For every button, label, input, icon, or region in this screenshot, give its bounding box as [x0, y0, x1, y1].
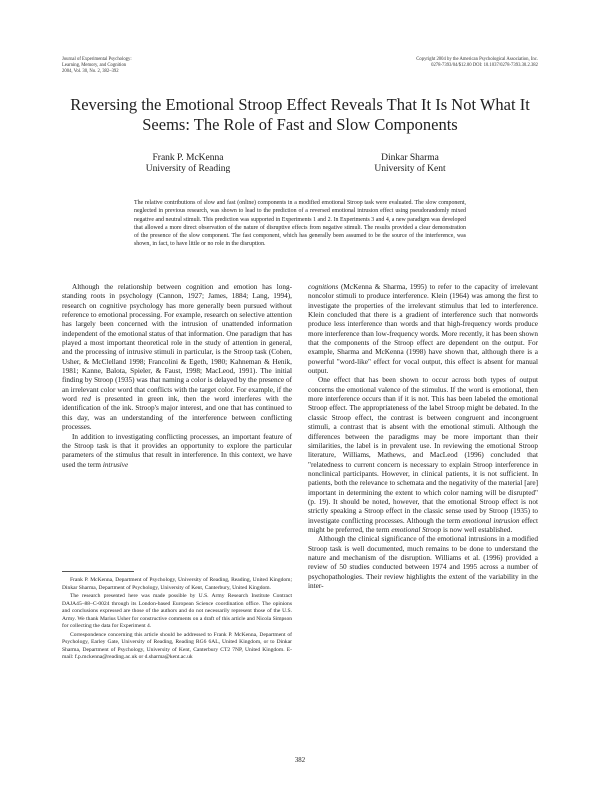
journal-name: Journal of Experimental Psychology: — [62, 57, 132, 62]
paragraph-text: (McKenna & Sharma, 1995) to refer to the capacity of irrelevant noncolor stimuli to produce interference. Klein (1964) was among the first to investigate the properties of the irrelevant stimulus that led to interference. Klein concluded that there is a gradient of interference such that nonwords produce less interference than words and that high-frequency words produce more interference than low-frequency words. More recently, it has been shown that the components of the Stroop effect are dependent on the output. For example, Sharma and McKenna (1998) have shown that, although there is a powerful "word-like" effect for vocal output, this effect is absent for manual output. — [308, 283, 538, 376]
journal-volume: 2004, Vol. 30, No. 2, 382–392 — [62, 69, 119, 74]
footnote-divider — [62, 571, 134, 572]
author-affiliation: University of Kent — [374, 164, 446, 174]
author-affiliation: University of Reading — [145, 164, 231, 174]
body-paragraph — [308, 376, 538, 535]
paragraph-text: Although the clinical significance of the emotional intrusions in a modified Stroop task is well documented, much remains to be done to understand the nature and mechanism of the disruption. Williams et al. (1996) provided a review of 50 studies conducted between 1974 and 1995 across a number of psychopathologies. Their review highlights the extent of the variability in the inter- — [308, 535, 538, 590]
journal-citation — [62, 57, 132, 75]
paragraph-text: Although the relationship between cognition and emotion has long-standing roots in psychology (Cannon, 1927; James, 1884; Lang, 1994), research on cognitive psychology has more generally been pursued without reference to emotional processing. For example, research on selective attention has largely been concerned with the intrusion of unattended information independent of the emotional status of that information. One paradigm that has played a most important theoretical role in the study of attention in general, and the processing of intrusive stimuli in particular, is the Stroop task (Cohen, Usher, & McClelland 1998; Francolini & Egeth, 1980; Kahneman & Henik, 1981; Kanne, Balota, Spieler, & Faust, 1998; MacLeod, 1991). The initial finding by Stroop (1935) was that naming a color is delayed by the presence of an irrelevant color word that conflicts with the target color. For example, if the word — [62, 283, 292, 404]
body-paragraph — [62, 433, 292, 470]
paragraph-text: In addition to investigating conflicting processes, an important feature of the Stroop task is that it provides an opportunity to explore the particular parameters of the stimulus that result in interference. In this context, we have used the term — [62, 432, 292, 469]
author-name: Dinkar Sharma — [381, 153, 439, 163]
abstract: The relative contributions of slow and fast (online) components in a modified emotional Stroop task were evaluated. The slow component, neglected in previous research, was shown to lead to the prediction of a reversed emotional intrusion effect using pseudorandomly mixed negative and neutral stimuli. This prediction was supported in Experiments 1 and 2. In Experiments 3 and 4, a new paradigm was developed that allowed a more direct observation of the nature of disruptive effects from negative stimuli. The results provided a clear demonstration of the presence of the slow component. The fast component, which has generally been assumed to be the source of the interference, was shown, in fact, to have little or no role in the disruption. — [134, 200, 466, 248]
emphasis-text: red — [81, 395, 91, 404]
journal-subtitle: Learning, Memory, and Cognition — [62, 63, 127, 68]
author-name: Frank P. McKenna — [152, 153, 224, 163]
page-number: 382 — [294, 757, 306, 764]
paragraph-text: effect might be preferred, the term — [308, 516, 538, 534]
paragraph-text: is presented in green ink, then the word interferes with the identification of the ink. Stroop's major interest, and one that has continued to this day, was an understanding of the interference between conflicting processes. — [62, 395, 292, 432]
copyright-line: Copyright 2004 by the American Psychological Association, Inc. — [416, 57, 538, 62]
copyright-notice — [416, 57, 538, 69]
footnote: The research presented here was made possible by U.S. Army Research Institute Contract DAJA45–88–C-0024 through its London-based European Science coordination office. The opinions and conclusions expressed are those of the authors and do not necessarily represent those of the U.S. Army. We thank Marius Usher for constructive comments on a draft of this article and Nicola Simpson for collecting the data for Experiment 4. — [62, 593, 292, 630]
footnote: Correspondence concerning this article should be addressed to Frank P. McKenna, Department of Psychology, Earley Gate, University of Reading, Reading RG6 6AL, United Kingdom, or to Dinkar Sharma, Department of Psychology, University of Kent, Canterbury CT2 7NP, United Kingdom. E-mail: f.p.mckenna@reading.ac.uk or d.sharma@kent.ac.uk — [62, 631, 292, 661]
emphasis-text: emotional intrusion — [462, 516, 520, 525]
paragraph-text: is now well established. — [441, 525, 513, 534]
author-block — [340, 153, 480, 175]
paragraph-text: One effect that has been shown to occur across both types of output concerns the emotional valence of the stimulus. If the word is emotional, then more interference occurs than if it is not. This has been labeled the emotional Stroop effect. The appropriateness of the label Stroop might be debated. In the classic Stroop effect, the contrast is between congruent and incongruent stimuli, a contrast that is absent with the emotional stimuli. Although the differences between the paradigms may be more important than their similarities, the label is in prevalent use. In reviewing the emotional Stroop literature, Williams, Mathews, and MacLeod (1996) concluded that "relatedness to current concern is necessary to explain Stroop interference in nonclinical participants. However, in clinical patients, it is not sufficient. In patients, both the relevance to schemata and the negativity of the material [are] important in determining the extent to which color naming will be disrupted" (p. 19). It should be noted, however, that the emotional Stroop effect is not strictly speaking a Stroop effect in the classic sense used by Stroop (1935) to investigate conflicting processes. Although the term — [308, 376, 538, 525]
body-paragraph — [308, 283, 538, 376]
body-paragraph — [62, 283, 292, 433]
emphasis-text: cognitions — [308, 283, 339, 291]
emphasis-text: intrusive — [102, 460, 129, 469]
doi-line: 0278-7393/04/$12.00 DOI: 10.1037/0278-7393.30.2.382 — [431, 63, 538, 68]
emphasis-text: emotional Stroop — [391, 525, 442, 534]
author-note — [62, 577, 292, 663]
body-column-right — [308, 283, 538, 591]
article-title: Reversing the Emotional Stroop Effect Reveals That It Is Not What It Seems: The Role of Fast and Slow Components — [70, 95, 530, 134]
body-paragraph — [308, 535, 538, 591]
footnote: Frank P. McKenna, Department of Psychology, University of Reading, Reading, United Kingdom; Dinkar Sharma, Department of Psychology, University of Kent, Canterbury, United Kingdom. — [62, 577, 292, 591]
author-block — [118, 153, 258, 175]
body-column-left — [62, 283, 292, 470]
